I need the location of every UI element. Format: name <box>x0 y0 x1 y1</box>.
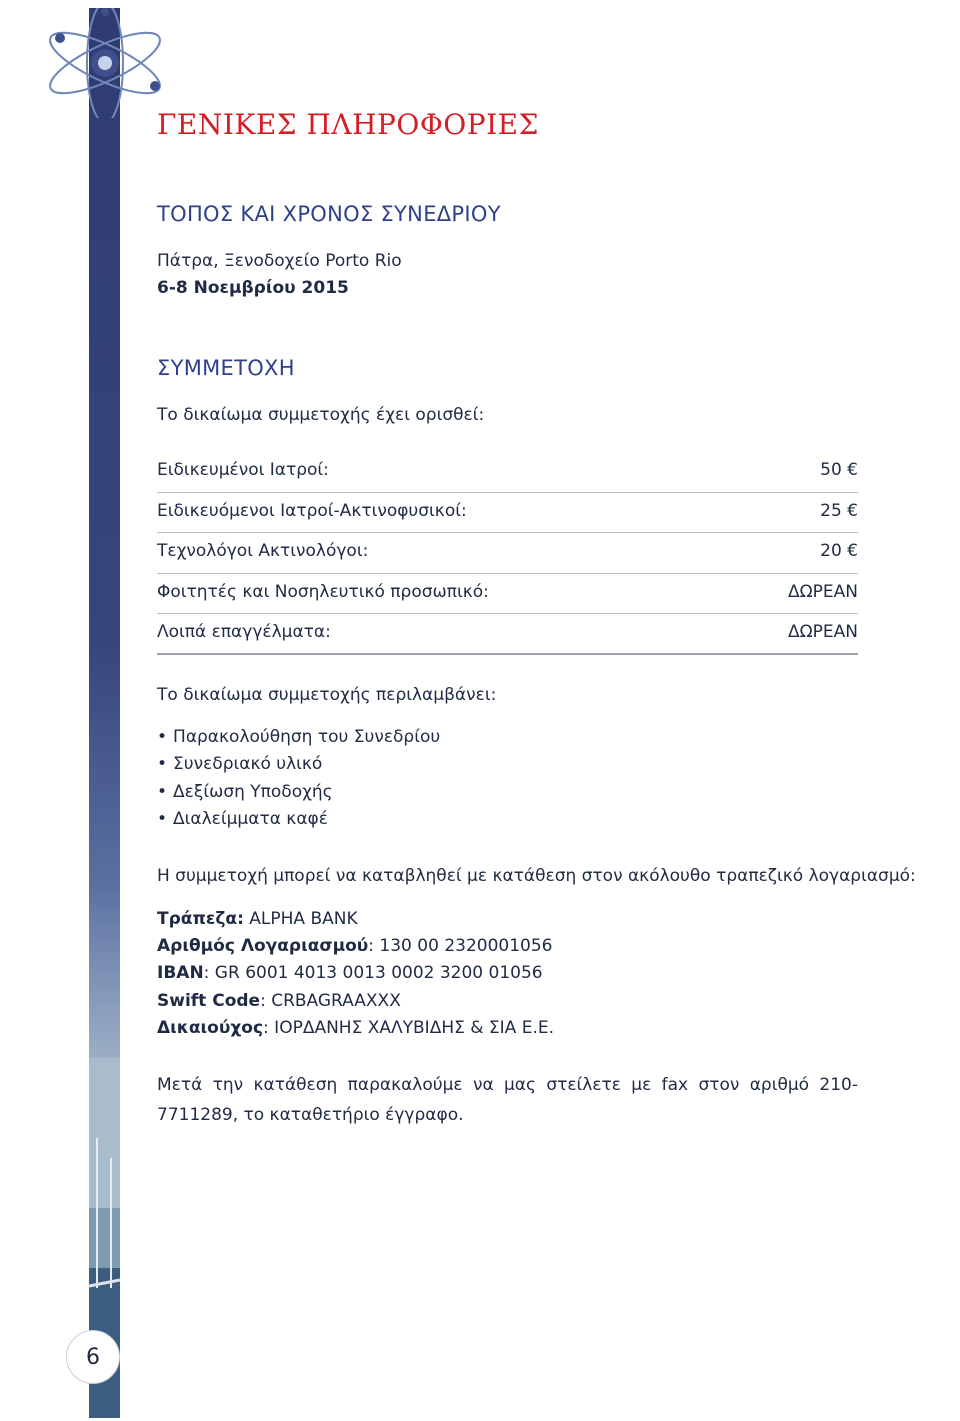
fee-value: 25 € <box>820 500 858 521</box>
fee-value: 50 € <box>820 460 858 480</box>
closing-paragraph: Μετά την κατάθεση παρακαλούμε να μας στείλετε με fax στον αριθμό 210-7711289, το καταθετήριο έγγραφο. <box>157 1075 858 1125</box>
fee-label: Ειδικευόμενοι Ιατροί-Ακτινοφυσικοί: <box>157 500 467 521</box>
fee-value: ΔΩΡΕΑΝ <box>788 622 858 642</box>
account-line <box>157 936 552 956</box>
fee-row <box>157 493 858 534</box>
holder-label: Δικαιούχος <box>157 1018 264 1038</box>
page-title: ΓΕΝΙΚΕΣ ΠΛΗΡΟΦΟΡΙΕΣ <box>157 108 539 141</box>
fee-row <box>157 533 858 574</box>
atom-logo-icon <box>30 8 180 118</box>
fee-row <box>157 574 858 615</box>
fee-row <box>157 452 858 493</box>
fee-value: ΔΩΡΕΑΝ <box>788 581 858 602</box>
list-item: • Διαλείμματα καφέ <box>157 809 440 836</box>
fee-value: 20 € <box>820 541 858 561</box>
account-value: : 130 00 2320001056 <box>368 936 553 956</box>
holder-value: : ΙΟΡΔΑΝΗΣ ΧΑΛΥΒΙΔΗΣ & ΣΙΑ Ε.Ε. <box>263 1018 554 1038</box>
list-item: • Δεξίωση Υποδοχής <box>157 782 440 809</box>
bank-line <box>157 909 358 929</box>
includes-intro: Το δικαίωμα συμμετοχής περιλαμβάνει: <box>157 685 497 705</box>
page-number: 6 <box>66 1330 120 1384</box>
bank-label: Τράπεζα: <box>157 909 244 929</box>
swift-value: : CRBAGRAAXXX <box>260 991 401 1011</box>
list-item: • Συνεδριακό υλικό <box>157 754 440 781</box>
fee-table <box>157 452 858 655</box>
fee-label: Ειδικευμένοι Ιατροί: <box>157 460 329 480</box>
iban-value: : GR 6001 4013 0013 0002 3200 01056 <box>203 963 543 983</box>
fee-label: Λοιπά επαγγέλματα: <box>157 622 331 642</box>
venue-place: Πάτρα, Ξενοδοχείο Porto Rio <box>157 251 402 271</box>
list-item: • Παρακολούθηση του Συνεδρίου <box>157 727 440 754</box>
swift-label: Swift Code <box>157 991 261 1011</box>
account-label: Αριθμός Λογαριασμού <box>157 936 369 956</box>
iban-label: IBAN <box>157 963 204 983</box>
participation-intro: Το δικαίωμα συμμετοχής έχει ορισθεί: <box>157 405 485 425</box>
payment-intro: Η συμμετοχή μπορεί να καταβληθεί με κατάθεση στον ακόλουθο τραπεζικό λογαριασμό: <box>157 866 916 886</box>
venue-heading: ΤΟΠΟΣ ΚΑΙ ΧΡΟΝΟΣ ΣΥΝΕΔΡΙΟΥ <box>157 202 501 226</box>
decorative-sidebar <box>89 8 120 1418</box>
holder-line <box>157 1018 554 1038</box>
fee-label: Φοιτητές και Νοσηλευτικό προσωπικό: <box>157 581 489 602</box>
swift-line <box>157 991 401 1011</box>
bank-value: ALPHA BANK <box>243 909 358 929</box>
fee-row <box>157 614 858 655</box>
iban-line <box>157 963 543 983</box>
venue-dates: 6-8 Νοεμβρίου 2015 <box>157 278 349 298</box>
participation-heading: ΣΥΜΜΕΤΟΧΗ <box>157 356 295 380</box>
includes-list <box>157 727 440 836</box>
fee-label: Τεχνολόγοι Ακτινολόγοι: <box>157 541 369 561</box>
